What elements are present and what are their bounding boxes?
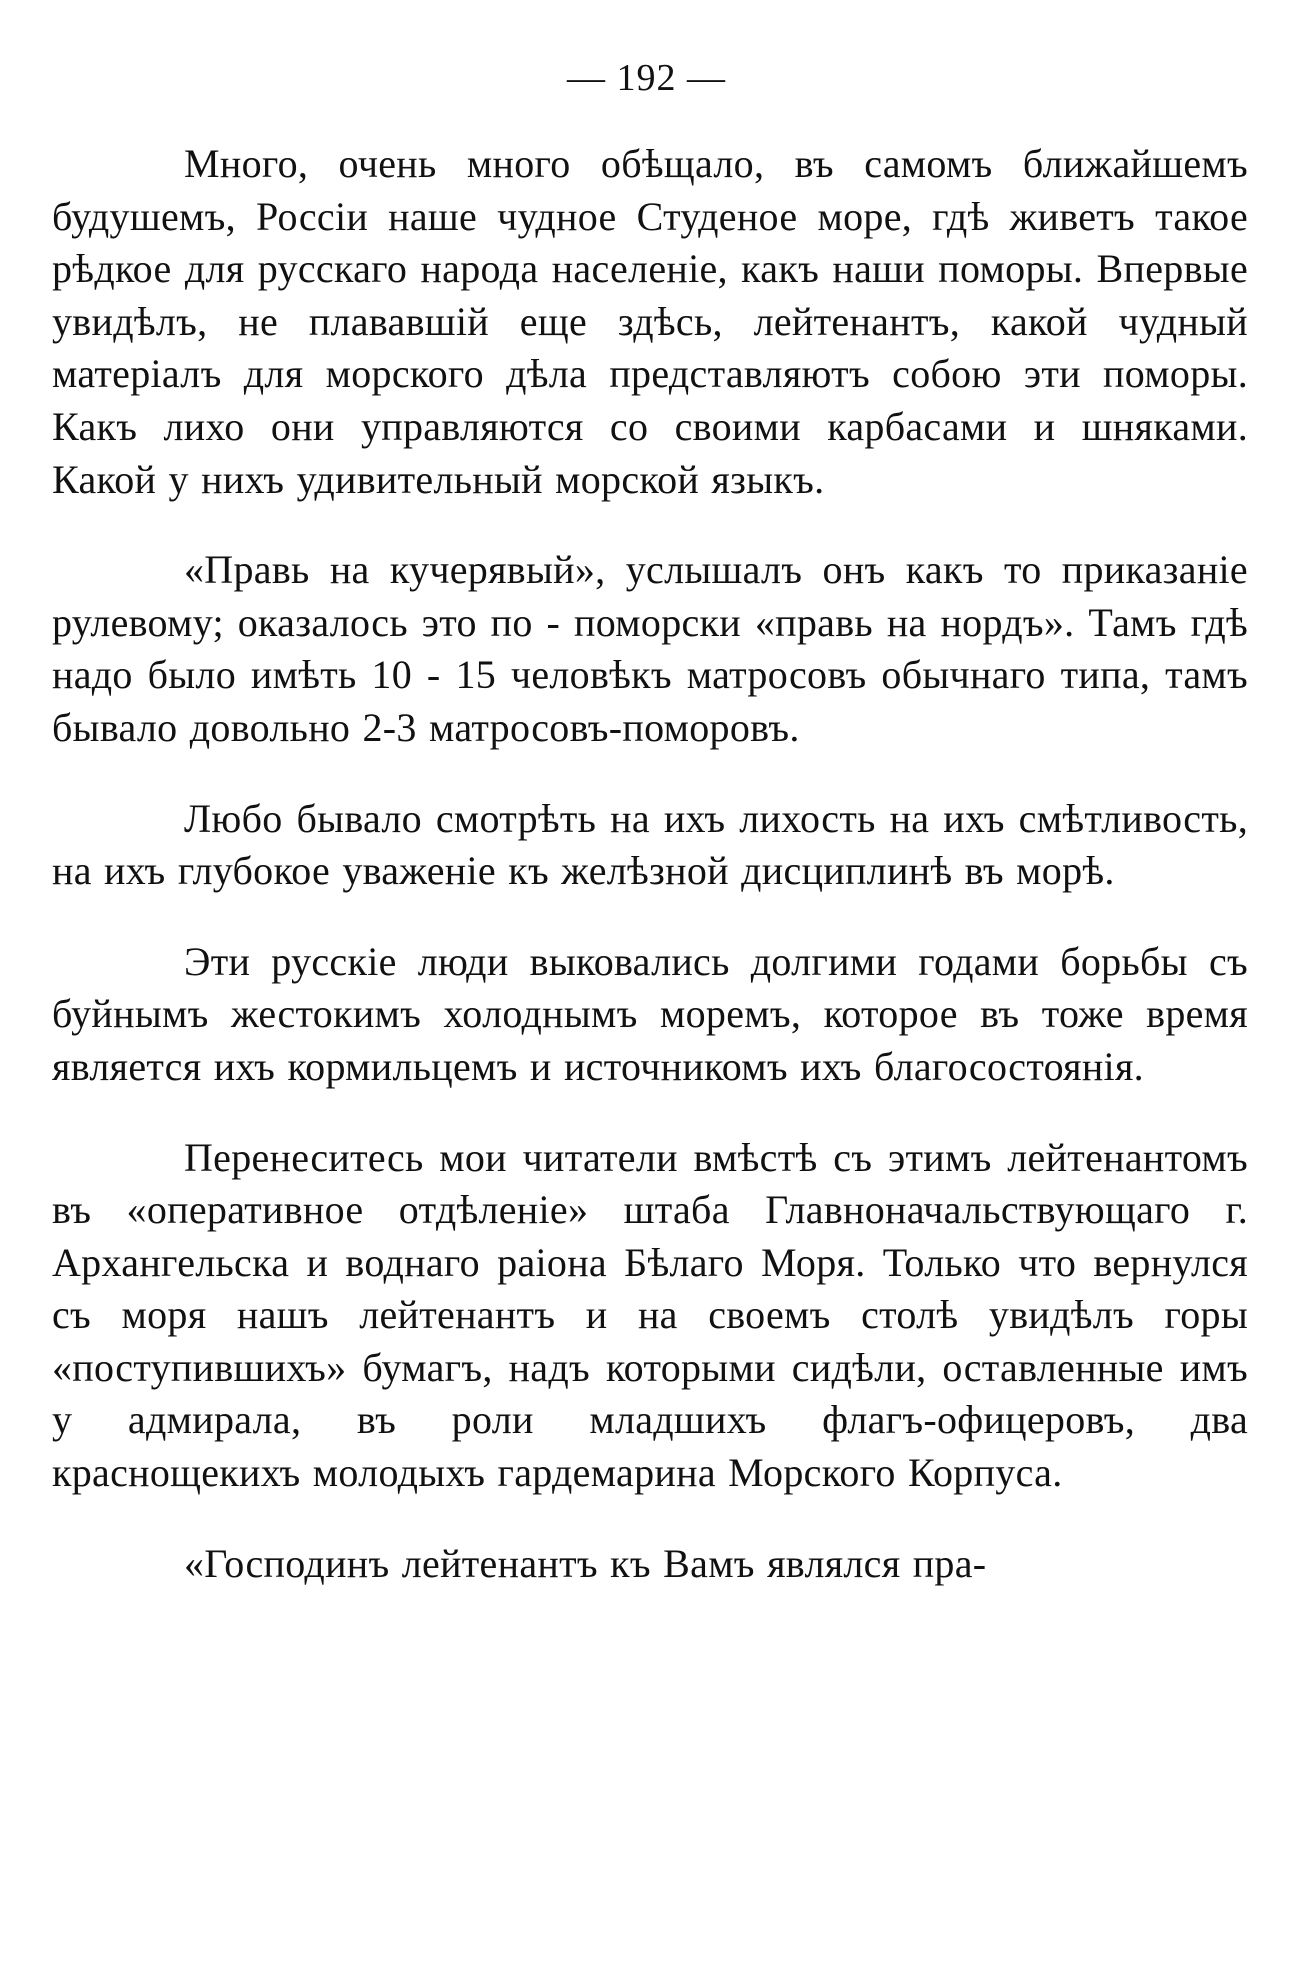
paragraph-5: Перенеситесь мои читатели вмѣстѣ съ этимъ лейтенантомъ въ «оперативное отдѣленіе» штаба Главноначальствующаго г. Архангельска и воднаго раіона Бѣлаго Моря. Только что вернулся съ моря нашъ лейтенантъ и на своемъ столѣ увидѣлъ горы «поступившихъ» бумагъ, надъ которыми сидѣли, оставленные имъ у адмирала, въ роли младшихъ флагъ-офицеровъ, два краснощекихъ молодыхъ гардемарина Морского Корпуса. xyxy=(52,1134,1248,1496)
page-number: — 192 — xyxy=(567,57,726,99)
paragraph-1: Много, очень много обѣщало, въ самомъ ближайшемъ будушемъ, Россіи наше чудное Студеное море, гдѣ живетъ такое рѣдкое для русскаго народа населеніе, какъ наши поморы. Впервые увидѣлъ, не плававшій еще здѣсь, лейтенантъ, какой чудный матеріалъ для морского дѣла представляютъ собою эти поморы. Какъ лихо они управляются со своими карбасами и шняками. Какой у нихъ удивительный морской языкъ. xyxy=(52,141,1248,502)
paragraph-6: «Господинъ лейтенантъ къ Вамъ являлся пра- xyxy=(184,1540,987,1586)
paragraph-4: Эти русскіе люди выковались долгими годами борьбы съ буйнымъ жестокимъ холоднымъ моремъ, которое въ тоже время является ихъ кормильцемъ и источникомъ ихъ благосостоянія. xyxy=(52,938,1248,1089)
paragraph-3: Любо бывало смотрѣть на ихъ лихость на ихъ смѣтливость, на ихъ глубокое уваженіе къ желѣзной дисциплинѣ въ морѣ. xyxy=(52,795,1248,894)
page-text xyxy=(52,138,1248,1590)
paragraph-2: «Правь на кучерявый», услышалъ онъ какъ то приказаніе рулевому; оказалось это по - поморски «правь на нордъ». Тамъ гдѣ надо было имѣть 10 - 15 человѣкъ матросовъ обычнаго типа, тамъ бывало довольно 2-3 матросовъ-поморовъ. xyxy=(52,547,1248,750)
